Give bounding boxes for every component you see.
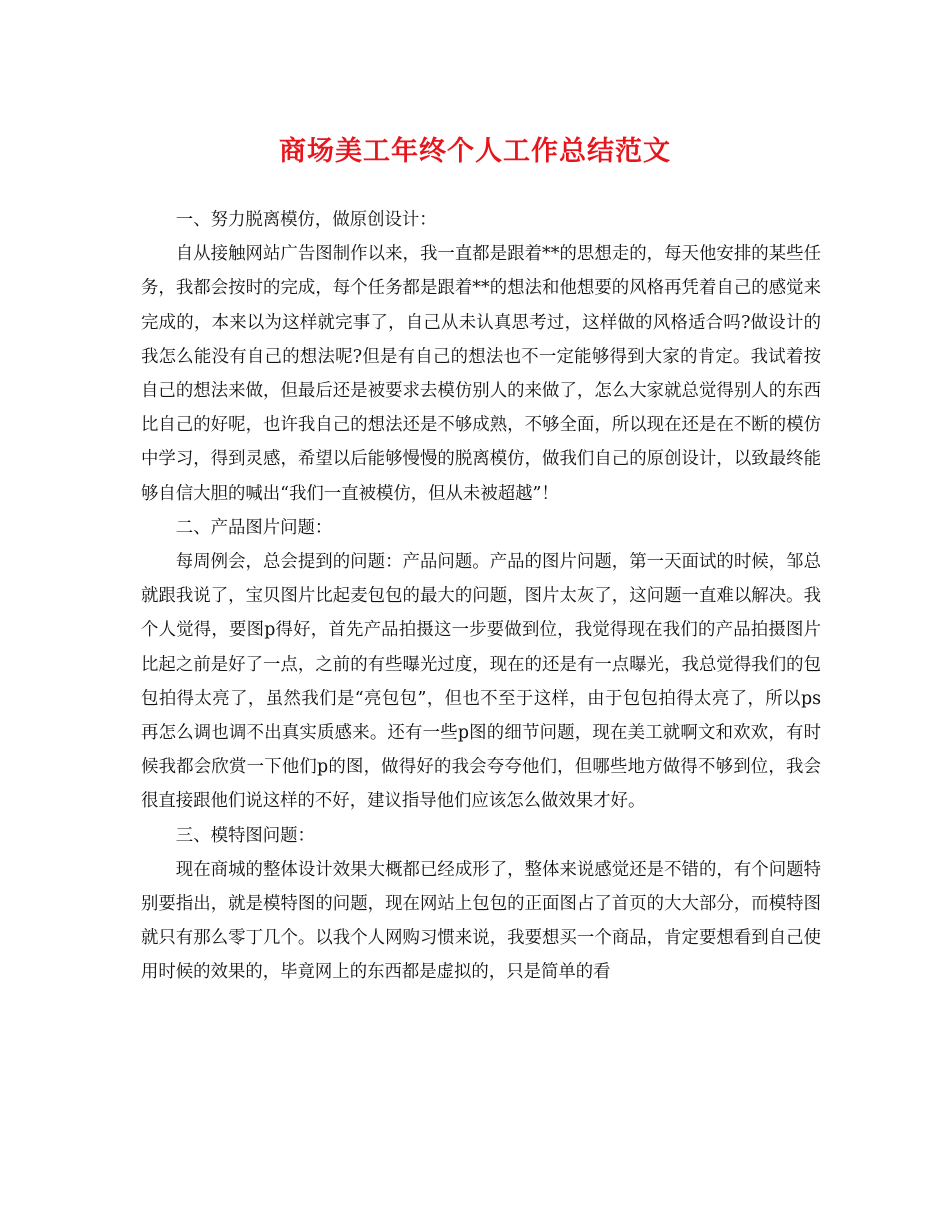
paragraph-2: 每周例会，总会提到的问题：产品问题。产品的图片问题，第一天面试的时候，邹总就跟我说了，宝贝图片比起麦包包的最大的问题，图片太灰了，这问题一直难以解决。我个人觉得，要图p得好，首先产品拍摄这一步要做到位，我觉得现在我们的产品拍摄图片比起之前是好了一点，之前的有些曝光过度，现在的还是有一点曝光，我总觉得我们的包包拍得太亮了，虽然我们是“亮包包”，但也不至于这样，由于包包拍得太亮了，所以ps再怎么调也调不出真实质感来。还有一些p图的细节问题，现在美工就啊文和欢欢，有时候我都会欣赏一下他们p的图，做得好的我会夸夸他们，但哪些地方做得不够到位，我会很直接跟他们说这样的不好，建议指导他们应该怎么做效果才好。 <box>141 552 821 812</box>
document-title: 商场美工年终个人工作总结范文 <box>279 136 671 167</box>
section-heading-2: 二、产品图片问题： <box>175 517 333 538</box>
section-heading-1: 一、努力脱离模仿，做原创设计： <box>175 210 437 230</box>
paragraph-1: 自从接触网站广告图制作以来，我一直都是跟着**的思想走的，每天他安排的某些任务，我都会按时的完成，每个任务都是跟着**的想法和他想要的风格再凭着自己的感觉来完成的，本来以为这样就完事了，自己从未认真思考过，这样做的风格适合吗?做设计的我怎么能没有自己的想法呢?但是有自己的想法也不一定能够得到大家的肯定。我试着按自己的想法来做，但最后还是被要求去模仿别人的来做了，怎么大家就总觉得别人的东西比自己的好呢，也许我自己的想法还是不够成熟，不够全面，所以现在还是在不断的模仿中学习，得到灵感，希望以后能够慢慢的脱离模仿，做我们自己的原创设计，以致最终能够自信大胆的喊出“我们一直被模仿，但从未被超越”！ <box>141 244 821 504</box>
section-heading-3: 三、模特图问题： <box>175 825 315 846</box>
paragraph-3: 现在商城的整体设计效果大概都已经成形了，整体来说感觉还是不错的，有个问题特别要指出，就是模特图的问题，现在网站上包包的正面图占了首页的大大部分，而模特图就只有那么零丁几个。以我个人网购习惯来说，我要想买一个商品，肯定要想看到自己使用时候的效果的，毕竟网上的东西都是虚拟的，只是简单的看 <box>141 859 821 983</box>
document-body <box>141 203 821 990</box>
